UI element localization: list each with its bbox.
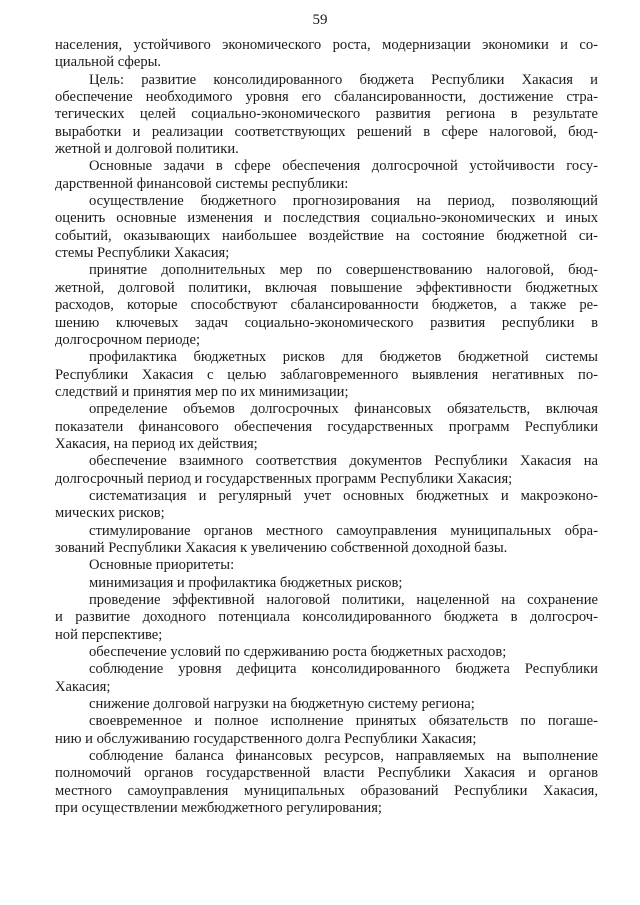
text-line: Основные приоритеты: bbox=[89, 557, 235, 574]
text-line: стимулирование органов местного самоуправления муниципальных обра- bbox=[89, 522, 598, 539]
text-line: выработки и реализации соответствующих решений в сфере налоговой, бюд- bbox=[55, 123, 598, 140]
text-line: Хакасия, на период их действия; bbox=[55, 435, 258, 452]
text-line: стемы Республики Хакасия; bbox=[55, 245, 230, 262]
text-line: обеспечение необходимого уровня его сбалансированности, достижение стра- bbox=[55, 89, 598, 106]
text-line: нию и обслуживанию государственного долга Республики Хакасия; bbox=[55, 730, 477, 747]
text-line: систематизация и регулярный учет основных бюджетных и макроэконо- bbox=[89, 487, 598, 504]
text-line: циальной сферы. bbox=[55, 54, 162, 71]
text-line: долгосрочном периоде; bbox=[55, 331, 201, 348]
text-line: дарственной финансовой системы республики: bbox=[55, 175, 349, 192]
text-line: снижение долговой нагрузки на бюджетную систему региона; bbox=[89, 696, 475, 713]
text-line: показатели финансового обеспечения государственных программ Республики bbox=[55, 418, 598, 435]
text-line: проведение эффективной налоговой политики, нацеленной на сохранение bbox=[89, 592, 598, 608]
text-line: своевременное и полное исполнение принятых обязательств по погаше- bbox=[89, 713, 598, 730]
text-line: определение объемов долгосрочных финансовых обязательств, включая bbox=[89, 401, 598, 418]
text-line: соблюдение уровня дефицита консолидированного бюджета Республики bbox=[89, 661, 598, 678]
text-line: Основные задачи в сфере обеспечения долгосрочной устойчивости госу- bbox=[89, 158, 598, 175]
text-line: жетной, долговой политики, включая повышение эффективности бюджетных bbox=[55, 279, 598, 296]
text-line: событий, оказывающих наибольшее воздействие на состояние бюджетной си- bbox=[55, 227, 598, 244]
document-body bbox=[55, 37, 598, 817]
text-line: принятие дополнительных мер по совершенствованию налоговой, бюд- bbox=[89, 262, 598, 279]
text-line: осуществление бюджетного прогнозирования на период, позволяющий bbox=[89, 193, 598, 210]
text-line: Цель: развитие консолидированного бюджета Республики Хакасия и bbox=[89, 71, 598, 88]
page-number: 59 bbox=[312, 12, 328, 28]
text-line: долгосрочный период и государственных программ Республики Хакасия; bbox=[55, 470, 513, 487]
text-line: обеспечение условий по сдерживанию роста бюджетных расходов; bbox=[89, 644, 507, 661]
text-line: обеспечение взаимного соответствия документов Республики Хакасия на bbox=[89, 453, 598, 470]
text-line: и развитие доходного потенциала консолидированного бюджета в долгосроч- bbox=[55, 609, 598, 626]
text-line: соблюдение баланса финансовых ресурсов, направляемых на выполнение bbox=[89, 748, 598, 765]
text-line: профилактика бюджетных рисков для бюджетов бюджетной системы bbox=[89, 349, 598, 366]
text-line: оценить основные изменения и последствия социально-экономических и иных bbox=[55, 210, 598, 227]
text-line: местного самоуправления муниципальных образований Республики Хакасия, bbox=[55, 782, 598, 799]
text-line: населения, устойчивого экономического роста, модернизации экономики и со- bbox=[55, 37, 598, 53]
text-line: тегических целей социально-экономического развития региона в результате bbox=[55, 106, 598, 123]
text-line: мических рисков; bbox=[55, 505, 165, 522]
text-line: зований Республики Хакасия к увеличению собственной доходной базы. bbox=[55, 539, 508, 556]
text-line: следствий и принятия мер по их минимизации; bbox=[55, 383, 349, 400]
text-line: при осуществлении межбюджетного регулирования; bbox=[55, 800, 382, 817]
text-line: шению ключевых задач социально-экономического развития республики в bbox=[55, 314, 598, 331]
text-line: жетной и долговой политики. bbox=[55, 141, 239, 158]
text-line: минимизация и профилактика бюджетных рисков; bbox=[89, 574, 403, 591]
text-line: Хакасия; bbox=[55, 678, 111, 695]
text-line: Республики Хакасия с целью заблаговременного выявления негативных по- bbox=[55, 366, 598, 383]
text-line: ной перспективе; bbox=[55, 626, 163, 643]
text-line: расходов, которые способствуют сбалансированности бюджетов, а также ре- bbox=[55, 297, 598, 314]
text-line: полномочий органов государственной власти Республики Хакасия и органов bbox=[55, 765, 598, 782]
